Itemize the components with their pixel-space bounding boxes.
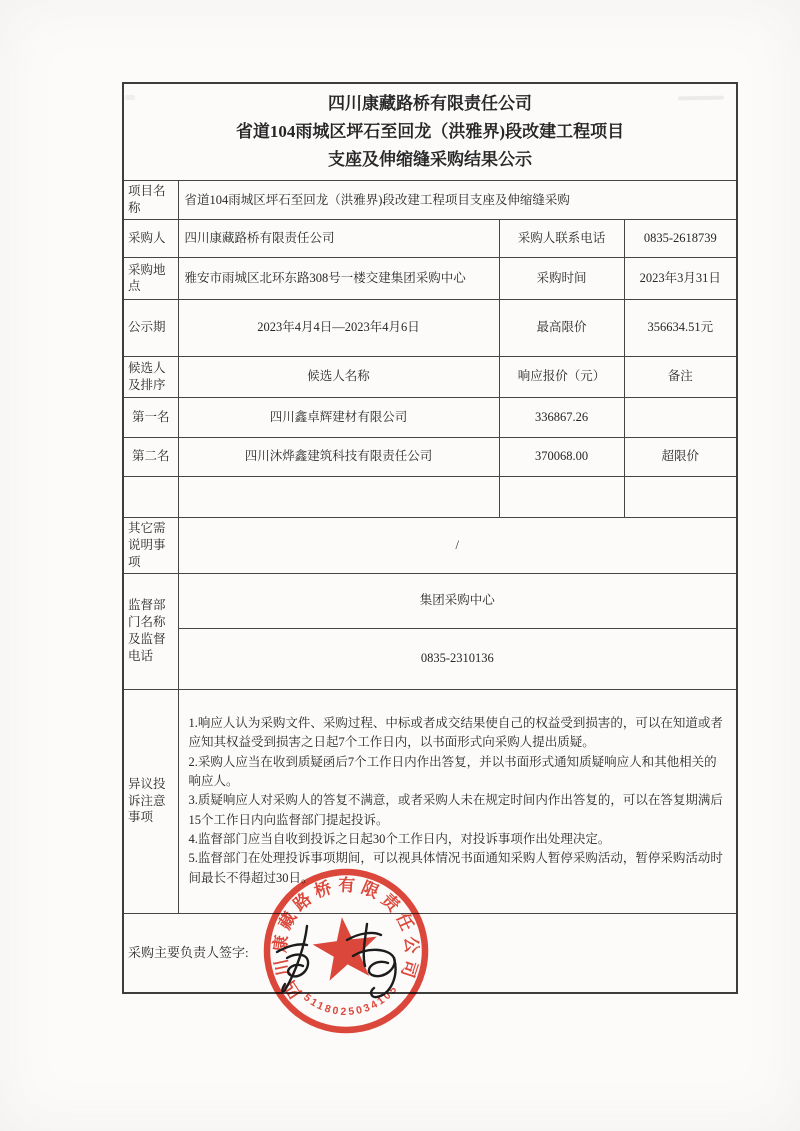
candidate-rank — [123, 476, 178, 517]
purchaser-phone-label: 采购人联系电话 — [499, 219, 624, 257]
candidate-row-1 — [123, 397, 737, 437]
objection-item: 4.监督部门应当自收到投诉之日起30个工作日内，对投诉事项作出处理决定。 — [188, 832, 611, 847]
candidate-rank: 第一名 — [123, 397, 178, 437]
candidate-price: 336867.26 — [499, 397, 624, 437]
candidates-header-price: 响应报价（元） — [499, 356, 624, 397]
purchaser-value: 四川康藏路桥有限责任公司 — [178, 219, 499, 257]
project-name-label: 项目名称 — [123, 181, 178, 220]
objection-item: 1.响应人认为采购文件、采购过程、中标或者成交结果使自己的权益受到损害的，可以在知道或者应知其权益受到损害之日起7个工作日内，以书面形式向采购人提出质疑。 — [188, 715, 723, 750]
objection-item: 3.质疑响应人对采购人的答复不满意，或者采购人未在规定时间内作出答复的，可以在答复期满后15个工作日内向监督部门提起投诉。 — [188, 793, 723, 827]
location-value: 雅安市雨城区北环东路308号一楼交建集团采购中心 — [178, 257, 499, 299]
candidate-row-empty — [123, 476, 737, 517]
title-line-subject: 支座及伸缩缝采购结果公示 — [328, 150, 533, 170]
objection-item: 2.采购人应当在收到质疑函后7个工作日内作出答复，并以书面形式通知质疑响应人和其他相关的响应人。 — [188, 754, 717, 788]
project-name-value: 省道104雨城区坪石至回龙（洪雅界)段改建工程项目支座及伸缩缝采购 — [178, 181, 737, 220]
candidate-name — [178, 476, 499, 517]
candidate-row-2 — [123, 437, 737, 476]
candidates-header-name: 候选人名称 — [178, 356, 499, 397]
candidates-header-note: 备注 — [624, 356, 737, 397]
candidates-row-label: 候选人及排序 — [123, 356, 178, 397]
candidate-price — [499, 476, 624, 517]
document-title — [123, 83, 737, 181]
purchaser-phone-value: 0835-2618739 — [624, 219, 737, 257]
candidate-note: 超限价 — [624, 437, 737, 476]
purchase-time-label: 采购时间 — [499, 257, 624, 299]
max-price-value: 356634.51元 — [624, 299, 737, 356]
purchaser-label: 采购人 — [123, 219, 178, 257]
publicity-period-label: 公示期 — [123, 299, 178, 356]
title-line-project: 省道104雨城区坪石至回龙（洪雅界)段改建工程项目 — [235, 122, 625, 142]
seal-company-name: 四川康藏路桥有限责任公司 — [270, 875, 422, 1002]
candidate-name: 四川沐烨鑫建筑科技有限责任公司 — [178, 437, 499, 476]
publicity-period-value: 2023年4月4日—2023年4月6日 — [178, 299, 499, 356]
candidate-note — [624, 397, 737, 437]
supervision-phone: 0835-2310136 — [178, 628, 737, 689]
location-label: 采购地点 — [123, 257, 178, 299]
candidate-name: 四川鑫卓辉建材有限公司 — [178, 397, 499, 437]
candidate-rank: 第二名 — [123, 437, 178, 476]
objection-label: 异议投诉注意事项 — [123, 689, 178, 913]
other-notes-value: / — [178, 517, 737, 573]
signature-label: 采购主要负责人签字: — [128, 944, 249, 960]
handwritten-signature — [255, 900, 465, 1015]
supervision-department: 集团采购中心 — [178, 573, 737, 628]
other-notes-label: 其它需说明事项 — [123, 517, 178, 573]
candidate-price: 370068.00 — [499, 437, 624, 476]
purchase-time-value: 2023年3月31日 — [624, 257, 737, 299]
candidate-note — [624, 476, 737, 517]
title-line-company: 四川康藏路桥有限责任公司 — [328, 94, 533, 113]
seal-code: 5118025034105 — [301, 982, 401, 1019]
max-price-label: 最高限价 — [499, 299, 624, 356]
objection-item: 5.监督部门在处理投诉事项期间，可以视具体情况书面通知采购人暂停采购活动，暂停采购活动时间最长不得超过30日。 — [188, 851, 723, 885]
supervision-label: 监督部门名称及监督电话 — [123, 573, 178, 689]
